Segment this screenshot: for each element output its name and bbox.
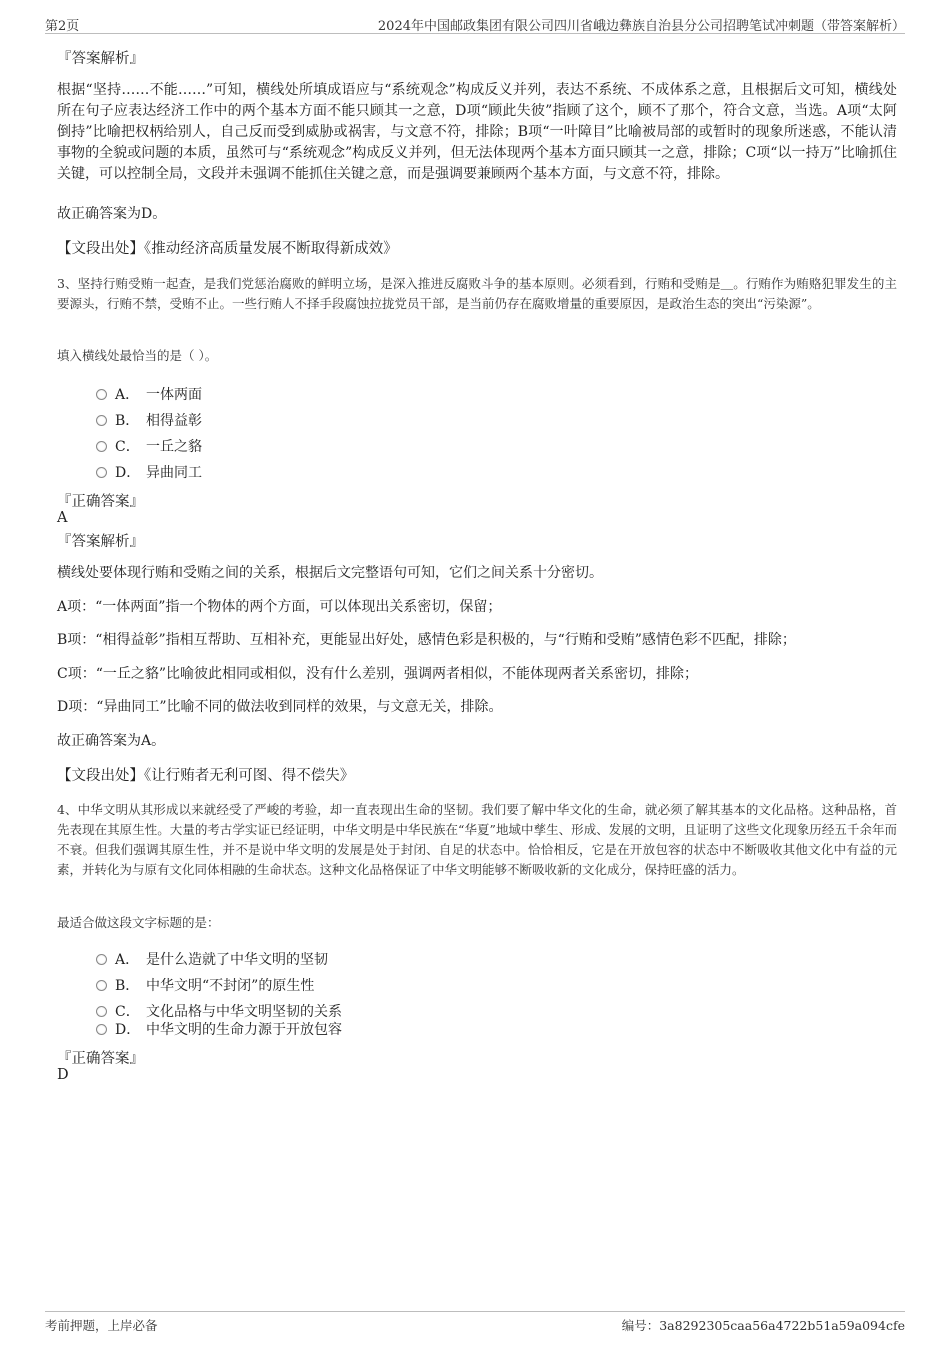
- document-title: 2024年中国邮政集团有限公司四川省峨边彝族自治县分公司招聘笔试冲刺题（带答案解析）: [377, 19, 905, 34]
- radio-icon[interactable]: [96, 467, 107, 478]
- option-key: C．: [115, 1004, 140, 1020]
- option-key: D．: [115, 465, 141, 481]
- option-text: 中华文明的生命力源于开放包容: [146, 1022, 342, 1038]
- option-text: 是什么造就了中华文明的坚韧: [146, 952, 328, 968]
- q3-option-d[interactable]: [96, 462, 202, 482]
- q3-analysis-label: 『答案解析』: [57, 534, 144, 550]
- q3-analysis-line: B项：“相得益彰”指相互帮助、互相补充，更能显出好处，感情色彩是积极的，与“行贿和受贿”感情色彩不匹配，排除；: [57, 632, 796, 648]
- q4-prompt: 最适合做这段文字标题的是：: [57, 915, 220, 930]
- radio-icon[interactable]: [96, 954, 107, 965]
- q3-option-a[interactable]: [96, 384, 202, 404]
- q3-source: 【文段出处】《让行贿者无利可图、得不偿失》: [57, 768, 355, 784]
- option-text: 一体两面: [146, 387, 202, 403]
- option-key: D．: [115, 1022, 141, 1038]
- q4-option-a[interactable]: [96, 949, 328, 969]
- option-text: 相得益彰: [146, 413, 202, 429]
- radio-icon[interactable]: [96, 980, 107, 991]
- option-text: 异曲同工: [146, 465, 202, 481]
- q3-correct-label: 『正确答案』: [57, 494, 144, 510]
- q3-analysis-line: C项：“一丘之貉”比喻彼此相同或相似，没有什么差别，强调两者相似，不能体现两者关系密切，排除；: [57, 666, 699, 682]
- radio-icon[interactable]: [96, 1024, 107, 1035]
- page-footer: [45, 1311, 905, 1333]
- q4-correct-label: 『正确答案』: [57, 1051, 144, 1067]
- q2-source: 【文段出处】《推动经济高质量发展不断取得新成效》: [57, 241, 398, 257]
- q4-correct-answer: D: [57, 1067, 69, 1083]
- radio-icon[interactable]: [96, 389, 107, 400]
- q3-analysis-line: A项：“一体两面”指一个物体的两个方面，可以体现出关系密切，保留；: [57, 599, 502, 615]
- option-key: A．: [115, 387, 140, 403]
- q3-option-b[interactable]: [96, 410, 202, 430]
- q2-analysis-label: 『答案解析』: [57, 51, 144, 67]
- option-text: 中华文明“不封闭”的原生性: [146, 978, 315, 994]
- option-key: C．: [115, 439, 140, 455]
- radio-icon[interactable]: [96, 415, 107, 426]
- q4-option-d[interactable]: [96, 1019, 342, 1039]
- option-text: 文化品格与中华文明坚韧的关系: [146, 1004, 342, 1020]
- option-key: A．: [115, 952, 140, 968]
- q3-correct-answer: A: [57, 510, 68, 526]
- radio-icon[interactable]: [96, 441, 107, 452]
- option-key: B．: [115, 978, 140, 994]
- q3-prompt: 填入横线处最恰当的是（ ）。: [57, 348, 218, 363]
- q3-stem: 3、坚持行贿受贿一起查，是我们党惩治腐败的鲜明立场，是深入推进反腐败斗争的基本原则。必须看到，行贿和受贿是＿。行贿作为贿赂犯罪发生的主要源头，行贿不禁，受贿不止。一些行贿人不择手段腐蚀拉拢党员干部，是当前仍存在腐败增量的重要原因，是政治生态的突出“污染源”。: [57, 276, 897, 311]
- option-text: 一丘之貉: [146, 439, 202, 455]
- document-id: 编号：3a8292305caa56a4722b51a59a094cfe: [621, 1318, 905, 1333]
- q4-option-b[interactable]: [96, 975, 314, 995]
- page-header: [45, 13, 905, 34]
- footer-slogan: 考前押题，上岸必备: [45, 1318, 158, 1333]
- page-number: 第2页: [45, 19, 80, 34]
- q4-stem: 4、中华文明从其形成以来就经受了严峻的考验，却一直表现出生命的坚韧。我们要了解中华文化的生命，就必须了解其基本的文化品格。这种品格，首先表现在其原生性。大量的考古学实证已经证明，中华文明是中华民族在“华夏”地域中孳生、形成、发展的文明，且证明了这些文化现象历经五千余年而不衰。但我们强调其原生性，并不是说中华文明的发展是处于封闭、自足的状态中。恰恰相反，它是在开放包容的状态中不断吸收其他文化中有益的元素，并转化为与原有文化同体相融的生命状态。这种文化品格保证了中华文明能够不断吸收新的文化成分，保持旺盛的活力。: [57, 802, 897, 877]
- q3-option-c[interactable]: [96, 436, 202, 456]
- q3-analysis-line: D项：“异曲同工”比喻不同的做法收到同样的效果，与文意无关，排除。: [57, 699, 503, 715]
- q2-conclusion: 故正确答案为D。: [57, 206, 167, 222]
- q4-option-c[interactable]: [96, 1001, 342, 1021]
- q3-analysis-line: 横线处要体现行贿和受贿之间的关系，根据后文完整语句可知，它们之间关系十分密切。: [57, 565, 603, 581]
- q2-analysis-text: 根据“坚持……不能……”可知，横线处所填成语应与“系统观念”构成反义并列，表达不系统、不成体系之意，且根据后文可知，横线处所在句子应表达经济工作中的两个基本方面不能只顾其一之意，D项“顾此失彼”指顾了这个，顾不了那个，符合文意，当选。A项“太阿倒持”比喻把权柄给别人，自己反而受到威胁或祸害，与文意不符，排除；B项“一叶障目”比喻被局部的或暂时的现象所迷惑，不能认清事物的全貌或问题的本质，虽然可与“系统观念”构成反义并列，但无法体现两个基本方面只顾其一之意，排除；C项“以一持万”比喻抓住关键，可以控制全局，文段并未强调不能抓住关键之意，而是强调要兼顾两个基本方面，与文意不符，排除。: [57, 82, 897, 182]
- option-key: B．: [115, 413, 140, 429]
- q3-conclusion: 故正确答案为A。: [57, 733, 166, 749]
- radio-icon[interactable]: [96, 1006, 107, 1017]
